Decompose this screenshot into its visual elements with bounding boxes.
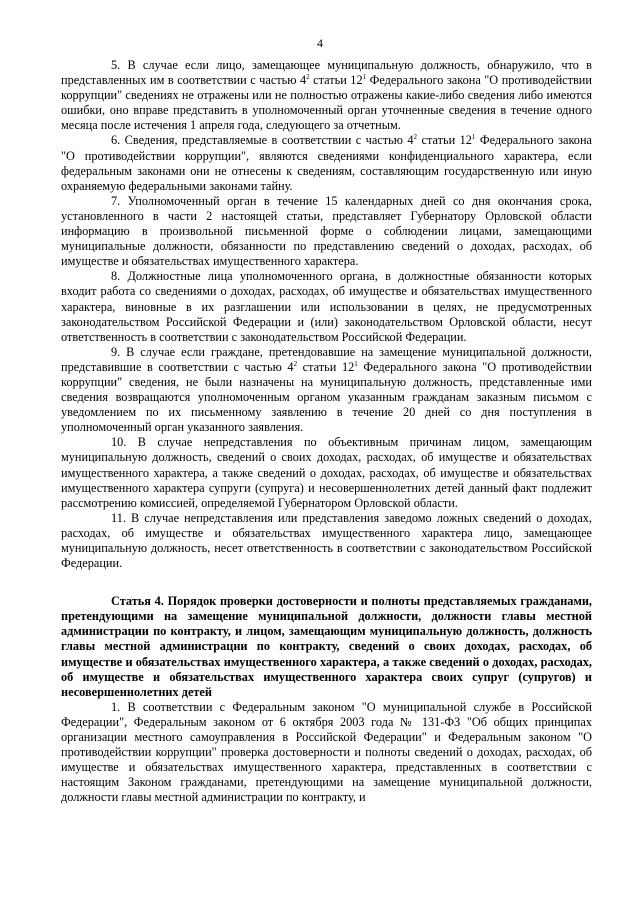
paragraph-text: статьи 12 (297, 359, 355, 374)
paragraph-7 (61, 194, 592, 269)
paragraph-text: 5. В случае если лицо, замещающее муниципальную должность, обнаружило, что в представленных им в соответствии с частью 4 (61, 58, 592, 88)
paragraph-text: 9. В случае если граждане, претендовавшие на замещение муниципальной должности, представившие в соответствии с частью 4 (61, 344, 592, 374)
paragraph-11 (61, 511, 592, 571)
paragraph-8 (61, 269, 592, 344)
page-number: 4 (317, 36, 323, 50)
paragraph-text: Федерального закона "О противодействии коррупции" сведения, не были назначены на муниципальную должность, представленные ими сведения возвращаются уполномоченным органом указанным гражданам заказным письмом с уведомлением по их письменному заявлению в течение 20 дней со дня поступления в уполномоченный орган указанного заявления. (61, 359, 592, 435)
paragraph-text: Федерального закона "О противодействии коррупции" сведениях не отражены или не полностью отражены какие-либо сведения либо имеются ошибки, оно вправе представить в уполномоченный орган уточненные сведения в течение одного месяца после истечения 1 апреля года, следующего за отчетным. (61, 73, 592, 133)
paragraph-text: 8. Должностные лица уполномоченного органа, в должностные обязанности которых входит работа со сведениями о доходах, расходах, об имуществе и обязательствах имущественного характера, виновные в их разглашении или использовании в целях, не предусмотренных законодательством Российской Федерации и (или) законодательством Орловской области, несут ответственность в соответствии с законодательством Российской Федерации. (61, 269, 592, 344)
paragraph-text: 7. Уполномоченный орган в течение 15 календарных дней со дня окончания срока, установленного в части 2 настоящей статьи, представляет Губернатору Орловской области информацию в произвольной письменной форме о соблюдении лицами, замещающими муниципальные должности, обязанности по представлению сведений о доходах, расходах, об имуществе и обязательствах имущественного характера. (61, 193, 592, 269)
superscript: 1 (362, 73, 367, 82)
paragraph-text: статьи 12 (417, 133, 472, 148)
article-4-heading: Статья 4. Порядок проверки достоверности и полноты представляемых гражданами, претендующими на замещение муниципальной должности, должности главы местной администрации по контракту, и лицом, замещающим муниципальную должность, должность главы местной администрации по контракту, сведений о своих доходах, расходах, об имуществе и обязательствах имущественного характера, а также сведений о доходах, расходах, об имуществе и обязательствах имущественного характера своих супруг (супругов) и несовершеннолетних детей (61, 594, 592, 699)
paragraphs-before-article (61, 58, 592, 571)
superscript: 2 (293, 359, 298, 368)
article-4-paragraph-1: 1. В соответствии с Федеральным законом "О муниципальной службе в Российской Федерации", Федеральным законом от 6 октября 2003 года № 131-ФЗ "Об общих принципах организации местного самоуправления в Российской Федерации" и Федеральным законом "О противодействии коррупции" проверка достоверности и полноты сведений о доходах, расходах, об имуществе и обязательствах имущественного характера, представленных в соответствии с настоящим Законом гражданами, претендующими на замещение муниципальной должности, должности главы местной администрации по контракту, и (61, 699, 592, 805)
paragraph-text: 10. В случае непредставления по объективным причинам лицом, замещающим муниципальную должность, сведений о своих доходах, расходах, об имуществе и обязательствах имущественного характера, а также сведений о доходах, расходах, об имуществе и обязательствах имущественного характера супруги (супруга) и несовершеннолетних детей данный факт подлежит рассмотрению комиссией, определяемой Губернатором Орловской области. (61, 435, 592, 510)
paragraph-text: 6. Сведения, представляемые в соответствии с частью 4 (111, 133, 414, 148)
superscript: 2 (413, 133, 418, 142)
paragraph-9 (61, 345, 592, 436)
paragraph-5 (61, 58, 592, 133)
superscript: 1 (354, 359, 358, 368)
page-content (61, 58, 592, 806)
paragraph-text: Федерального закона "О противодействии коррупции", являются сведениями конфиденциального характера, если федеральным законами они не отнесены к сведениям, составляющим государственную или иную охраняемую федеральными законами тайну. (61, 133, 592, 193)
superscript: 1 (471, 133, 476, 142)
superscript: 2 (306, 73, 310, 82)
paragraph-text: статьи 12 (309, 73, 363, 88)
paragraph-text: 11. В случае непредставления или представления заведомо ложных сведений о доходах, расходах, об имуществе и обязательствах имущественного характера лицо, замещающее муниципальную должность, несет ответственность в соответствии с законодательством Российской Федерации. (61, 510, 592, 571)
paragraph-6 (61, 133, 592, 193)
paragraph-10 (61, 435, 592, 510)
